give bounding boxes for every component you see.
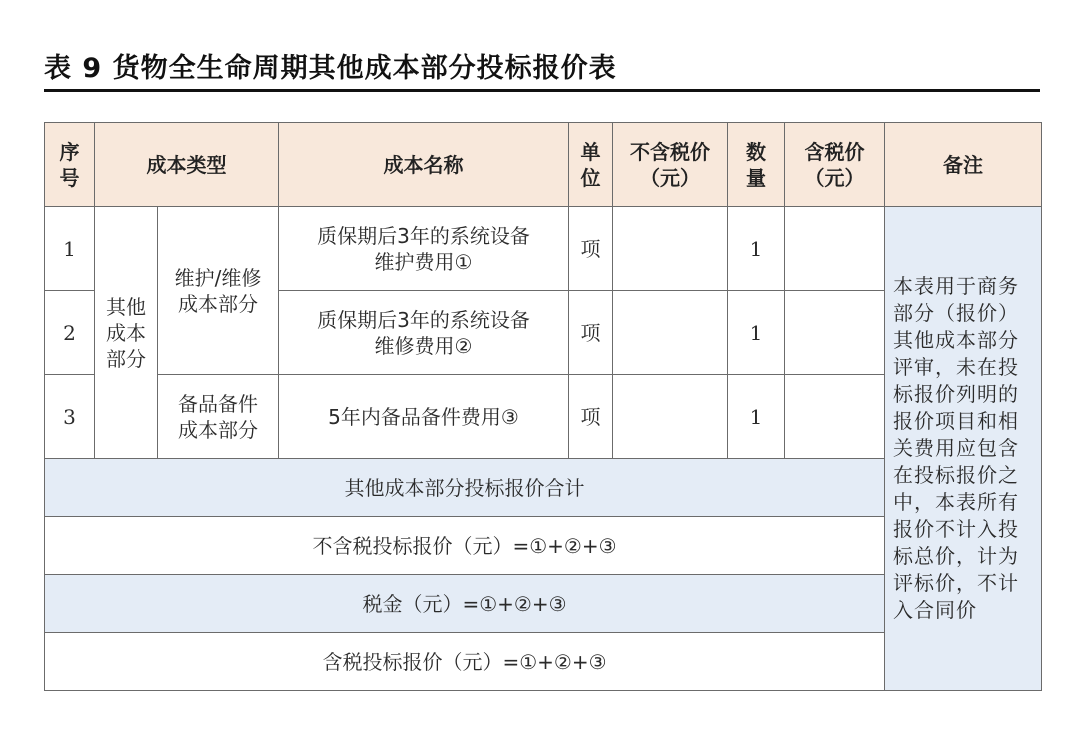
cost-name-cell: 5年内备品备件费用③: [279, 375, 569, 459]
header-unit: 单 位: [569, 123, 613, 207]
price-incl-tax-cell: [785, 375, 885, 459]
unit-cell: 项: [569, 375, 613, 459]
table-row: [45, 207, 1042, 291]
total-row-label: 其他成本部分投标报价合计: [45, 459, 885, 517]
category-cell: 其他 成本 部分: [95, 207, 158, 459]
header-seq: 序 号: [45, 123, 95, 207]
header-price-excl-tax: 不含税价 （元）: [613, 123, 728, 207]
remark-cell: 本表用于商务部分（报价）其他成本部分评审，未在投标报价列明的报价项目和相关费用应包含在投标报价之中，本表所有报价不计入投标总价，计为评标价，不计入合同价: [885, 207, 1042, 691]
cost-name-cell: 质保期后3年的系统设备 维护费用①: [279, 207, 569, 291]
incl-tax-row-label: 含税投标报价（元）=①+②+③: [45, 633, 885, 691]
seq-cell: 1: [45, 207, 95, 291]
subcategory-cell: 备品备件 成本部分: [158, 375, 279, 459]
header-cost-type: 成本类型: [95, 123, 279, 207]
quotation-table: [44, 122, 1042, 691]
cost-name-cell: 质保期后3年的系统设备 维修费用②: [279, 291, 569, 375]
price-incl-tax-cell: [785, 291, 885, 375]
table-title: 表 9 货物全生命周期其他成本部分投标报价表: [44, 53, 617, 84]
unit-cell: 项: [569, 291, 613, 375]
excl-tax-row-label: 不含税投标报价（元）=①+②+③: [45, 517, 885, 575]
price-incl-tax-cell: [785, 207, 885, 291]
qty-cell: 1: [728, 291, 785, 375]
tax-row-label: 税金（元）=①+②+③: [45, 575, 885, 633]
unit-cell: 项: [569, 207, 613, 291]
header-qty: 数 量: [728, 123, 785, 207]
qty-cell: 1: [728, 207, 785, 291]
price-excl-tax-cell: [613, 375, 728, 459]
qty-cell: 1: [728, 375, 785, 459]
price-excl-tax-cell: [613, 207, 728, 291]
subcategory-cell: 维护/维修 成本部分: [158, 207, 279, 375]
header-remark: 备注: [885, 123, 1042, 207]
seq-cell: 3: [45, 375, 95, 459]
price-excl-tax-cell: [613, 291, 728, 375]
title-underline: [44, 89, 1040, 92]
seq-cell: 2: [45, 291, 95, 375]
header-row: [45, 123, 1042, 207]
header-price-incl-tax: 含税价 （元）: [785, 123, 885, 207]
header-cost-name: 成本名称: [279, 123, 569, 207]
